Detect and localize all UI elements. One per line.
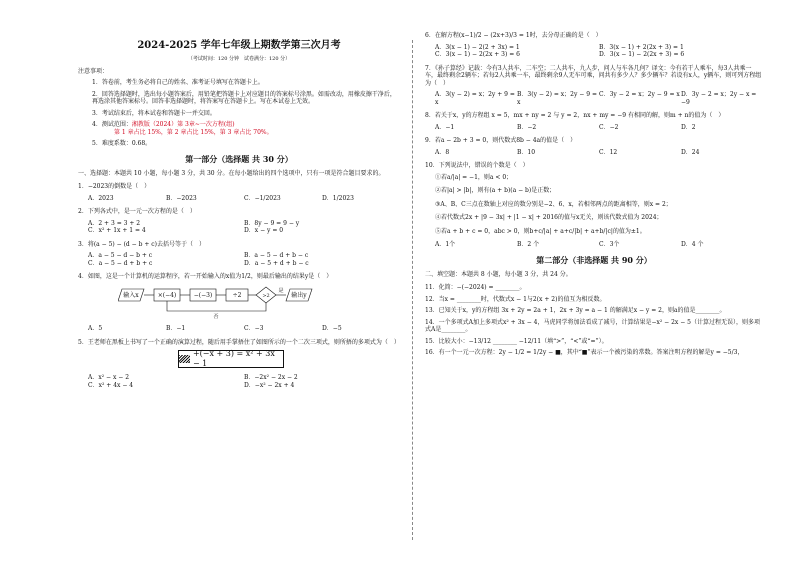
q3-option-c: C．a − 5 − d + b + c [88, 259, 153, 267]
q3-option-b: B．a − 5 − d + b − c [244, 252, 309, 260]
note-1: 1．答卷前，考生务必将自己的姓名、准考证号填写在答题卡上。 [92, 79, 264, 87]
q9-option-b: B．10 [517, 148, 536, 156]
right-column [425, 32, 763, 361]
q7-option-b: B．3(y − 2) = x；2y − 9 = x [517, 91, 597, 106]
question-11: 11．化简：−(−2024) = ________。 [425, 284, 526, 291]
flowchart-diagram [118, 285, 318, 319]
question-15: 15．比较大小：−13/12 ________ −12/11（填“>”，“<”或“=”）。 [425, 337, 608, 345]
q4-option-b: B．−1 [166, 325, 186, 333]
notes-heading: 注意事项： [78, 67, 109, 75]
question-5: 5．王老师在黑板上书写了一个正确的演算过程，随后用手掌捂住了如图所示的一个二次三项式，则所捂的多项式为（ ） [78, 338, 400, 346]
q9-option-a: A．8 [435, 148, 450, 156]
q1-option-d: D．1/2023 [322, 194, 354, 202]
q2-option-d: D．x − y = 0 [244, 227, 284, 235]
flow-check: >2 [262, 292, 270, 299]
q3-option-a: A．a − 5 − d − b + c [88, 252, 153, 260]
equation-box [178, 350, 284, 368]
question-14: 14．一个多项式A加上多项式x² + 3x − 4，马虎同学将加法看成了减号，计算结果是−x² − 2x − 5（计算过程无误），则多项式A是________。 [425, 318, 760, 333]
question-6: 6．在解方程(x−1)/2 − (2x+3)/3 = 1时，去分母正确的是（ ） [425, 32, 602, 39]
q10-option-b: B．2 个 [517, 241, 540, 248]
flow-step1: ×(−4) [157, 291, 177, 299]
q5-option-d: D．−x² − 2x + 4 [244, 381, 295, 389]
q2-option-b: B．8y − 9 = 9 − y [244, 219, 300, 227]
question-4: 4．如图，这是一个计算机的运算程序，若一开始输入的x值为1/2，则最后输出的结果y是（ ） [78, 273, 333, 281]
q4-option-a: A．5 [88, 325, 103, 333]
left-column [78, 32, 400, 395]
q10-statement-3: ③A、B、C三点在数轴上对应的数分别是−2、6、x，若相邻两点的距离相等，则x = 2； [435, 200, 672, 208]
question-1-options [88, 195, 400, 203]
question-9: 9．若a − 2b + 3 = 0，则代数式8b − 4a的值是（ ） [425, 137, 577, 144]
question-13: 13．已知关于x，y的方程组 3x + 2y = 2a + 1，2x + 3y = a − 1 的解满足x − y = 2，则a的值是________。 [425, 307, 726, 314]
q9-option-d: D．24 [681, 148, 700, 156]
q4-option-c: C．−3 [244, 325, 264, 333]
q6-option-b: B．3(x − 1) + 2(2x + 3) = 1 [599, 43, 684, 51]
q7-option-a: A．3(y − 2) = x；2y + 9 = x [435, 91, 515, 106]
question-7-options [435, 91, 763, 106]
note-4-range: 湘教版（2024）第 3章~一次方程(组) [131, 121, 235, 129]
q5-option-b: B．−2x² − 2x − 2 [244, 374, 298, 382]
question-6-options [435, 44, 763, 59]
part2-intro: 二、填空题：本题共 8 小题，每小题 3 分，共 24 分。 [425, 270, 572, 278]
q6-option-c: C．3(x − 1) − 2(2x + 3) = 6 [435, 51, 520, 58]
question-8: 8．若关于x，y的方程组 x = 5，mx + ny = 2 与 y = 2，nx + my = −9 有相同的解，则m + n的值为（ ） [425, 112, 725, 119]
note-3: 3．考试结束后，将本试卷和答题卡一并交回。 [92, 109, 216, 117]
q2-option-c: C．x² + 1x + 1 = 4 [88, 227, 146, 235]
part2-heading: 第二部分（非选择题 共 90 分） [536, 254, 652, 265]
question-4-options [88, 325, 400, 333]
question-10: 10．下列说法中，错误的个数是（ ） [425, 162, 529, 169]
note-4-detail: 第 1 章占比 15%，第 2 章占比 15%，第 3 章占比 70%。 [114, 128, 273, 136]
flowchart [118, 285, 400, 322]
note-4 [92, 121, 400, 136]
q8-option-c: C．−2 [599, 123, 619, 131]
flow-no: 否 [213, 313, 219, 319]
part1-intro: 一、选择题：本题共 10 小题，每小题 3 分，共 30 分。在每小题给出的四个选项中，只有一项是符合题目要求的。 [78, 169, 385, 177]
q2-option-a: A．2 + 3 = 3 + 2 [88, 219, 141, 227]
q10-option-c: C．3个 [599, 241, 620, 248]
exam-subtitle: （考试时间：120 分钟 试卷满分：120 分） [187, 55, 291, 62]
question-3-options [88, 252, 400, 267]
q8-option-d: D．2 [681, 123, 696, 131]
note-2: 2．回答选择题时，选出每小题答案后，用铅笔把答题卡上对应题目的答案标号涂黑。如需改动，用橡皮擦干净后，再选涂其他答案标号。回答非选择题时，将答案写在答题卡上。写在本试卷上无效。 [92, 90, 396, 106]
question-5-options [88, 374, 400, 389]
q10-statement-4: ④若代数式2x + |9 − 3x| + |1 − x| + 2016的值与x无关，则该代数式值为 2024； [435, 214, 663, 221]
flow-output: 输出y [291, 291, 307, 299]
q3-option-d: D．a − 5 + d + b − c [244, 259, 309, 267]
q1-option-a: A．2023 [88, 194, 114, 202]
flow-loop-line [167, 301, 266, 311]
q7-option-d: D．3y − 2 = x；2y − x = −9 [681, 91, 757, 106]
equation-text: +(−x + 3) = x² + 3x − 1 [192, 349, 275, 369]
covered-hand-icon [179, 355, 190, 363]
q10-statement-5: ⑤若a + b + c = 0，abc > 0，则b+c/|a| + a+c/|b| + a+b/|c|的值为±1。 [435, 227, 646, 235]
question-9-options [435, 149, 763, 157]
q6-option-a: A．3(x − 1) − 2(2 + 3x) = 1 [435, 43, 520, 51]
flow-input: 输入x [123, 291, 139, 299]
q1-option-c: C．−1/2023 [244, 194, 281, 202]
note-5: 5．难度系数：0.68。 [92, 140, 152, 148]
q5-option-c: C．x² + 4x − 4 [88, 381, 134, 389]
q1-option-b: B．−2023 [166, 194, 197, 202]
q8-option-a: A．−1 [435, 123, 455, 131]
flow-step3: ÷2 [232, 291, 242, 299]
q8-option-b: B．−2 [517, 123, 537, 131]
flow-step2: −(−3) [193, 291, 213, 299]
question-7: 7．《孙子算经》记载：今有3人共车，二车空；二人共车，九人步，问人与车各几何？译文：今有若干人乘车，每3人共乘一车，最终剩余2辆车；若每2人共乘一车，最终剩余9人无车可乘，问共有多少人？多少辆车？若设有x人，y辆车，则可列方程组为（ ） [425, 64, 762, 87]
q9-option-c: C．12 [599, 148, 618, 156]
question-12: 12．当x = ________时，代数式x − 1与2(x + 2)的值互为相反数。 [425, 295, 606, 303]
exam-title: 2024-2025 学年七年级上期数学第三次月考 [137, 40, 341, 51]
column-divider [412, 40, 413, 540]
part1-heading: 第一部分（选择题 共 30 分） [185, 153, 293, 164]
question-2: 2．下列各式中，是一元一次方程的是（ ） [78, 208, 196, 216]
q10-option-d: D．4 个 [681, 241, 704, 248]
note-4-prefix: 4．测试范围： [92, 121, 132, 129]
q5-option-a: A．x² − x − 2 [88, 374, 130, 382]
question-2-options [88, 220, 400, 235]
flow-yes: 是 [278, 287, 284, 294]
q7-option-c: C．3y − 2 = x；2y − 9 = x [599, 91, 680, 98]
question-16: 16．有一个一元一次方程：2y − 1/2 = 1/2y − ■，其中“■”表示一个被污染的常数。答案注明方程的解是y = −5/3， [425, 349, 744, 356]
question-3: 3．将(a − 5) − (d − b + c)去括号等于（ ） [78, 240, 205, 248]
question-10-options [435, 241, 763, 249]
q10-statement-1: ①若a/|a| = −1，则a < 0； [435, 173, 513, 181]
q4-option-d: D．−5 [322, 325, 342, 333]
question-8-options [435, 124, 763, 132]
q10-option-a: A．1个 [435, 241, 456, 248]
question-1: 1．−2023的倒数是（ ） [78, 183, 151, 191]
q10-statement-2: ②若|a| > |b|，则有(a + b)(a − b)是正数； [435, 187, 556, 194]
q6-option-d: D．3(x − 1) − 2(2x + 3) = 6 [599, 51, 685, 58]
